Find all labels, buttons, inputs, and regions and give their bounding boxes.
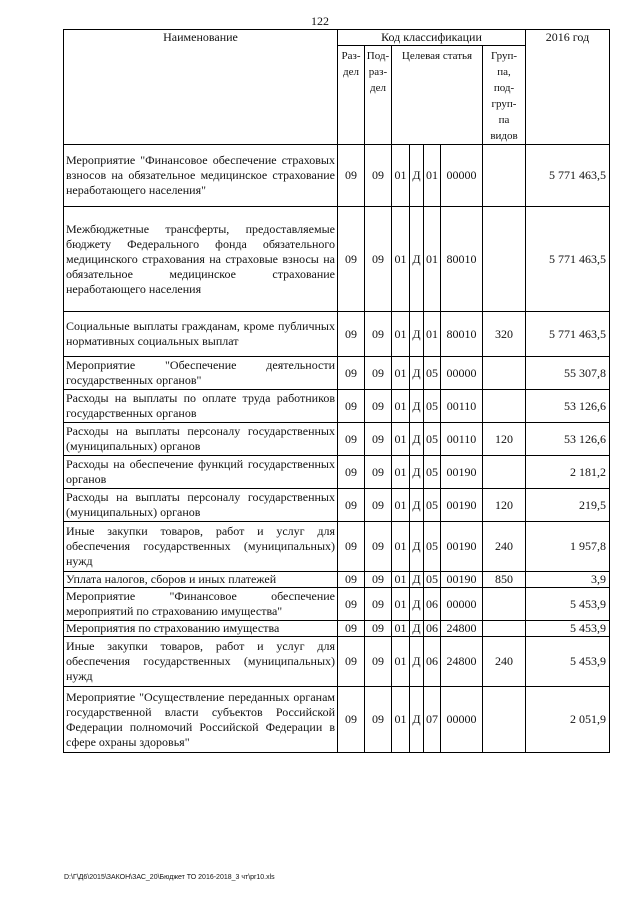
row-program-code-cell: 01	[392, 207, 410, 312]
row-section-cell: 09	[338, 588, 365, 621]
row-amount-cell: 5 771 463,5	[526, 145, 610, 207]
row-section-cell: 09	[338, 456, 365, 489]
row-group-cell: 320	[483, 312, 526, 357]
row-group-cell	[483, 390, 526, 423]
row-direction-code-cell: 24800	[441, 621, 483, 637]
row-amount-cell: 2 181,2	[526, 456, 610, 489]
row-program-code-cell: 01	[392, 637, 410, 687]
table-row	[64, 390, 610, 423]
row-event-code-cell: 05	[424, 357, 441, 390]
row-name-cell: Иные закупки товаров, работ и услуг для обеспечения государственных (муниципальных) нужд	[64, 522, 338, 572]
row-subsection-cell: 09	[365, 390, 392, 423]
table-row	[64, 312, 610, 357]
row-group-cell: 850	[483, 572, 526, 588]
row-group-cell	[483, 357, 526, 390]
row-section-cell: 09	[338, 357, 365, 390]
row-amount-cell: 53 126,6	[526, 423, 610, 456]
row-program-code-cell: 01	[392, 357, 410, 390]
row-amount-cell: 53 126,6	[526, 390, 610, 423]
table-row	[64, 423, 610, 456]
row-name-cell: Мероприятие "Финансовое обеспечение страховых взносов на обязательное медицинское страхование неработающего населения"	[64, 145, 338, 207]
row-amount-cell: 55 307,8	[526, 357, 610, 390]
row-section-cell: 09	[338, 390, 365, 423]
row-section-cell: 09	[338, 489, 365, 522]
row-section-cell: 09	[338, 522, 365, 572]
row-subprogram-code-cell: Д	[410, 637, 424, 687]
row-subsection-cell: 09	[365, 312, 392, 357]
row-name-cell: Расходы на выплаты персоналу государственных (муниципальных) органов	[64, 489, 338, 522]
row-direction-code-cell: 00000	[441, 357, 483, 390]
row-subprogram-code-cell: Д	[410, 390, 424, 423]
row-name-cell: Уплата налогов, сборов и иных платежей	[64, 572, 338, 588]
row-subsection-cell: 09	[365, 522, 392, 572]
row-direction-code-cell: 00000	[441, 687, 483, 753]
row-direction-code-cell: 00190	[441, 489, 483, 522]
row-subsection-cell: 09	[365, 637, 392, 687]
row-subprogram-code-cell: Д	[410, 207, 424, 312]
row-name-cell: Межбюджетные трансферты, предоставляемые бюджету Федерального фонда обязательного медицинского страхования на страховые взносы на обязательное медицинское страхование неработающего населения	[64, 207, 338, 312]
row-event-code-cell: 06	[424, 637, 441, 687]
row-program-code-cell: 01	[392, 687, 410, 753]
row-name-cell: Мероприятие "Осуществление переданных органам государственной власти субъектов Российской Федерации полномочий Российской Федерации в сфере охраны здоровья"	[64, 687, 338, 753]
row-event-code-cell: 06	[424, 621, 441, 637]
row-subsection-cell: 09	[365, 357, 392, 390]
row-direction-code-cell: 00190	[441, 572, 483, 588]
row-name-cell: Расходы на выплаты по оплате труда работников государственных органов	[64, 390, 338, 423]
budget-table	[63, 29, 610, 753]
row-direction-code-cell: 24800	[441, 637, 483, 687]
row-subsection-cell: 09	[365, 588, 392, 621]
table-row	[64, 588, 610, 621]
row-amount-cell: 5 453,9	[526, 621, 610, 637]
header-target-article: Целевая статья	[392, 46, 483, 145]
table-row	[64, 572, 610, 588]
row-program-code-cell: 01	[392, 312, 410, 357]
row-event-code-cell: 05	[424, 572, 441, 588]
row-subsection-cell: 09	[365, 489, 392, 522]
table-row	[64, 207, 610, 312]
row-subprogram-code-cell: Д	[410, 312, 424, 357]
row-direction-code-cell: 00000	[441, 588, 483, 621]
row-name-cell: Мероприятия по страхованию имущества	[64, 621, 338, 637]
header-classification: Код классификации	[338, 30, 526, 46]
row-event-code-cell: 01	[424, 207, 441, 312]
row-direction-code-cell: 80010	[441, 312, 483, 357]
row-event-code-cell: 05	[424, 423, 441, 456]
row-direction-code-cell: 80010	[441, 207, 483, 312]
table-row	[64, 687, 610, 753]
row-group-cell: 120	[483, 489, 526, 522]
row-name-cell: Расходы на выплаты персоналу государственных (муниципальных) органов	[64, 423, 338, 456]
header-year: 2016 год	[526, 30, 610, 145]
row-amount-cell: 5 771 463,5	[526, 312, 610, 357]
row-subprogram-code-cell: Д	[410, 522, 424, 572]
row-subprogram-code-cell: Д	[410, 687, 424, 753]
row-section-cell: 09	[338, 687, 365, 753]
row-program-code-cell: 01	[392, 456, 410, 489]
row-name-cell: Мероприятие "Обеспечение деятельности государственных органов"	[64, 357, 338, 390]
row-event-code-cell: 06	[424, 588, 441, 621]
row-subsection-cell: 09	[365, 423, 392, 456]
header-subsection: Под- раз- дел	[365, 46, 392, 145]
row-direction-code-cell: 00110	[441, 423, 483, 456]
row-section-cell: 09	[338, 207, 365, 312]
row-direction-code-cell: 00190	[441, 456, 483, 489]
table-row	[64, 489, 610, 522]
row-event-code-cell: 05	[424, 456, 441, 489]
table-row	[64, 456, 610, 489]
row-name-cell: Иные закупки товаров, работ и услуг для обеспечения государственных (муниципальных) нужд	[64, 637, 338, 687]
row-amount-cell: 219,5	[526, 489, 610, 522]
table-row	[64, 637, 610, 687]
row-subprogram-code-cell: Д	[410, 621, 424, 637]
table-row	[64, 621, 610, 637]
row-event-code-cell: 05	[424, 390, 441, 423]
row-subsection-cell: 09	[365, 621, 392, 637]
row-direction-code-cell: 00110	[441, 390, 483, 423]
row-event-code-cell: 05	[424, 522, 441, 572]
row-group-cell	[483, 588, 526, 621]
row-subprogram-code-cell: Д	[410, 357, 424, 390]
row-amount-cell: 5 771 463,5	[526, 207, 610, 312]
row-event-code-cell: 05	[424, 489, 441, 522]
row-amount-cell: 1 957,8	[526, 522, 610, 572]
row-subprogram-code-cell: Д	[410, 456, 424, 489]
row-program-code-cell: 01	[392, 588, 410, 621]
row-amount-cell: 5 453,9	[526, 588, 610, 621]
header-group: Груп- па, под- груп- па видов	[483, 46, 526, 145]
row-program-code-cell: 01	[392, 423, 410, 456]
header-section: Раз- дел	[338, 46, 365, 145]
table-row	[64, 145, 610, 207]
table-row	[64, 357, 610, 390]
row-group-cell: 240	[483, 522, 526, 572]
row-amount-cell: 3,9	[526, 572, 610, 588]
row-program-code-cell: 01	[392, 489, 410, 522]
header-name: Наименование	[64, 30, 338, 145]
footer-file-path: D:\Г\Д6\2015\ЗАКОН\ЗАС_20\Бюджет ТО 2016-2018_3 чт\pr10.xls	[64, 874, 275, 881]
row-subprogram-code-cell: Д	[410, 145, 424, 207]
row-subsection-cell: 09	[365, 207, 392, 312]
row-amount-cell: 2 051,9	[526, 687, 610, 753]
row-group-cell	[483, 145, 526, 207]
row-direction-code-cell: 00190	[441, 522, 483, 572]
row-group-cell: 120	[483, 423, 526, 456]
row-direction-code-cell: 00000	[441, 145, 483, 207]
row-section-cell: 09	[338, 423, 365, 456]
row-subprogram-code-cell: Д	[410, 588, 424, 621]
row-name-cell: Мероприятие "Финансовое обеспечение мероприятий по страхованию имущества"	[64, 588, 338, 621]
row-event-code-cell: 01	[424, 312, 441, 357]
row-event-code-cell: 01	[424, 145, 441, 207]
row-group-cell	[483, 687, 526, 753]
row-program-code-cell: 01	[392, 522, 410, 572]
row-section-cell: 09	[338, 572, 365, 588]
row-program-code-cell: 01	[392, 390, 410, 423]
row-group-cell	[483, 621, 526, 637]
row-program-code-cell: 01	[392, 145, 410, 207]
row-section-cell: 09	[338, 621, 365, 637]
row-section-cell: 09	[338, 312, 365, 357]
row-group-cell: 240	[483, 637, 526, 687]
row-program-code-cell: 01	[392, 621, 410, 637]
table-row	[64, 522, 610, 572]
row-subsection-cell: 09	[365, 145, 392, 207]
row-subprogram-code-cell: Д	[410, 423, 424, 456]
row-name-cell: Социальные выплаты гражданам, кроме публичных нормативных социальных выплат	[64, 312, 338, 357]
row-amount-cell: 5 453,9	[526, 637, 610, 687]
row-name-cell: Расходы на обеспечение функций государственных органов	[64, 456, 338, 489]
page-number: 122	[311, 14, 329, 28]
row-subprogram-code-cell: Д	[410, 489, 424, 522]
row-subprogram-code-cell: Д	[410, 572, 424, 588]
row-event-code-cell: 07	[424, 687, 441, 753]
row-section-cell: 09	[338, 637, 365, 687]
row-section-cell: 09	[338, 145, 365, 207]
row-group-cell	[483, 456, 526, 489]
row-subsection-cell: 09	[365, 572, 392, 588]
row-group-cell	[483, 207, 526, 312]
row-subsection-cell: 09	[365, 687, 392, 753]
row-program-code-cell: 01	[392, 572, 410, 588]
row-subsection-cell: 09	[365, 456, 392, 489]
